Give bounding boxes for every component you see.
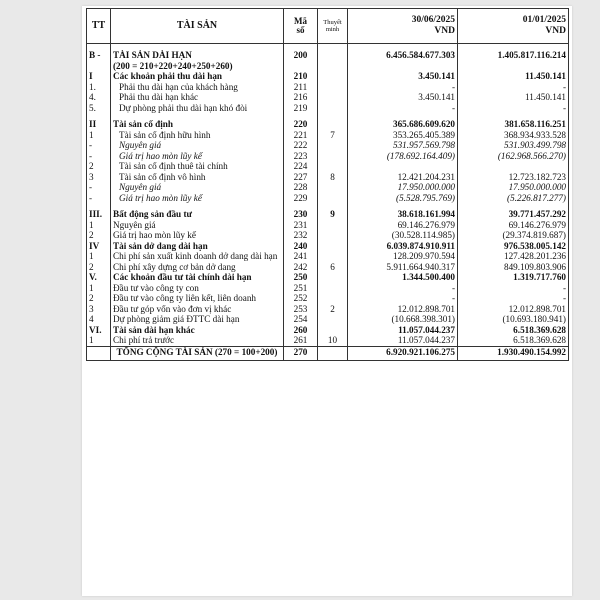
row-value-period-start: 17.950.000.000: [458, 182, 569, 193]
row-index: 1.: [87, 82, 111, 93]
row-item-name: Chi phí xây dựng cơ bản dở dang: [111, 262, 284, 273]
table-row: [87, 293, 569, 304]
row-index: 5.: [87, 103, 111, 114]
balance-sheet-table: [86, 8, 569, 361]
row-item-name: Giá trị hao mòn lũy kế: [111, 151, 284, 162]
row-note: [318, 293, 348, 304]
header-code-line2: số: [296, 25, 305, 35]
row-note: 2: [318, 304, 348, 315]
row-note: [318, 220, 348, 231]
header-asset-name: TÀI SẢN: [111, 9, 284, 44]
header-period-end-unit: VND: [434, 26, 455, 36]
row-item-name: (200 = 210+220+240+250+260): [111, 61, 284, 72]
row-value-period-end: -: [348, 82, 458, 93]
row-index: 2: [87, 161, 111, 172]
row-item-name: Các khoản đầu tư tài chính dài hạn: [111, 272, 284, 283]
header-code-line1: Mã: [294, 15, 307, 26]
row-code: 224: [284, 161, 318, 172]
row-index: 1: [87, 220, 111, 231]
row-value-period-end: [348, 161, 458, 172]
table-row: [87, 182, 569, 193]
row-note: 8: [318, 172, 348, 183]
row-value-period-end: 6.039.874.910.911: [348, 241, 458, 252]
table-row: [87, 61, 569, 72]
row-index: V.: [87, 272, 111, 283]
table-row: [87, 325, 569, 336]
header-period-start: [458, 9, 569, 44]
row-code: 221: [284, 130, 318, 141]
row-value-period-start: 11.450.141: [458, 71, 569, 82]
row-note: [318, 346, 348, 360]
table-row: [87, 193, 569, 204]
row-value-period-start: -: [458, 103, 569, 114]
row-code: 228: [284, 182, 318, 193]
row-index: -: [87, 140, 111, 151]
row-index: 3: [87, 304, 111, 315]
table-row: [87, 220, 569, 231]
row-item-name: Bất động sản đầu tư: [111, 209, 284, 220]
row-value-period-end: (10.668.398.301): [348, 314, 458, 325]
row-value-period-end: 1.344.500.400: [348, 272, 458, 283]
row-item-name: TÀI SẢN DÀI HẠN: [111, 50, 284, 61]
row-code: 253: [284, 304, 318, 315]
row-item-name: Chi phí trả trước: [111, 335, 284, 346]
table-row: [87, 283, 569, 294]
row-item-name: Đầu tư góp vốn vào đơn vị khác: [111, 304, 284, 315]
row-index: [87, 61, 111, 72]
row-code: 210: [284, 71, 318, 82]
row-index: 2: [87, 230, 111, 241]
row-item-name: Nguyên giá: [111, 140, 284, 151]
row-value-period-end: -: [348, 103, 458, 114]
table-row: [87, 103, 569, 114]
table-row: [87, 272, 569, 283]
row-index: 4.: [87, 92, 111, 103]
row-value-period-start: 6.518.369.628: [458, 335, 569, 346]
row-code: 219: [284, 103, 318, 114]
table-row: [87, 304, 569, 315]
row-value-period-end: 365.686.609.620: [348, 119, 458, 130]
row-note: [318, 119, 348, 130]
row-note: 6: [318, 262, 348, 273]
row-item-name: Tài sản cố định hữu hình: [111, 130, 284, 141]
row-value-period-start: 976.538.005.142: [458, 241, 569, 252]
row-value-period-start: -: [458, 293, 569, 304]
row-item-name: Phải thu dài hạn của khách hàng: [111, 82, 284, 93]
row-code: 241: [284, 251, 318, 262]
row-code: 220: [284, 119, 318, 130]
row-note: 9: [318, 209, 348, 220]
table-row: [87, 151, 569, 162]
row-note: [318, 325, 348, 336]
header-note: Thuyết minh: [318, 9, 348, 44]
row-value-period-start: 12.723.182.723: [458, 172, 569, 183]
row-value-period-start: [458, 61, 569, 72]
row-value-period-start: 127.428.201.236: [458, 251, 569, 262]
row-note: [318, 71, 348, 82]
row-value-period-start: [458, 161, 569, 172]
table-row: [87, 50, 569, 61]
row-index: 3: [87, 172, 111, 183]
header-period-start-unit: VND: [545, 26, 566, 36]
row-item-name: Nguyên giá: [111, 182, 284, 193]
row-item-name: Tài sản cố định thuê tài chính: [111, 161, 284, 172]
row-item-name: Các khoản phải thu dài hạn: [111, 71, 284, 82]
row-note: [318, 314, 348, 325]
table-row: [87, 335, 569, 346]
row-code: [284, 61, 318, 72]
row-value-period-end: 3.450.141: [348, 92, 458, 103]
table-row: [87, 172, 569, 183]
row-code: 222: [284, 140, 318, 151]
row-note: [318, 272, 348, 283]
row-note: [318, 151, 348, 162]
row-code: 270: [284, 346, 318, 360]
row-index: B -: [87, 50, 111, 61]
row-index: 1: [87, 130, 111, 141]
row-value-period-end: (30.528.114.985): [348, 230, 458, 241]
row-value-period-end: 69.146.276.979: [348, 220, 458, 231]
row-note: 10: [318, 335, 348, 346]
row-code: 250: [284, 272, 318, 283]
table-row: [87, 92, 569, 103]
row-code: 230: [284, 209, 318, 220]
row-code: 231: [284, 220, 318, 231]
row-value-period-end: 6.920.921.106.275: [348, 346, 458, 360]
row-item-name: Giá trị hao mòn lũy kế: [111, 193, 284, 204]
row-value-period-start: 531.903.499.798: [458, 140, 569, 151]
row-value-period-start: 1.930.490.154.992: [458, 346, 569, 360]
row-item-name: Đầu tư vào công ty con: [111, 283, 284, 294]
row-item-name: Giá trị hao mòn lũy kế: [111, 230, 284, 241]
row-index: 1: [87, 251, 111, 262]
row-item-name: Tài sản cố định vô hình: [111, 172, 284, 183]
table-row: [87, 314, 569, 325]
table-row: [87, 262, 569, 273]
row-value-period-start: 39.771.457.292: [458, 209, 569, 220]
row-note: [318, 230, 348, 241]
row-value-period-end: 11.057.044.237: [348, 335, 458, 346]
row-index: 4: [87, 314, 111, 325]
row-code: 227: [284, 172, 318, 183]
row-code: 223: [284, 151, 318, 162]
row-index: II: [87, 119, 111, 130]
row-code: 200: [284, 50, 318, 61]
row-item-name: Tài sản dở dang dài hạn: [111, 241, 284, 252]
row-code: 260: [284, 325, 318, 336]
row-value-period-end: 11.057.044.237: [348, 325, 458, 336]
row-note: [318, 251, 348, 262]
row-index: [87, 346, 111, 360]
row-value-period-end: 17.950.000.000: [348, 182, 458, 193]
table-row: [87, 241, 569, 252]
row-value-period-start: 11.450.141: [458, 92, 569, 103]
row-note: [318, 103, 348, 114]
row-note: [318, 92, 348, 103]
row-value-period-end: 531.957.569.798: [348, 140, 458, 151]
table-row: [87, 82, 569, 93]
header-period-end: [348, 9, 458, 44]
row-value-period-start: -: [458, 82, 569, 93]
row-index: III.: [87, 209, 111, 220]
row-value-period-start: 69.146.276.979: [458, 220, 569, 231]
row-value-period-start: 1.405.817.116.214: [458, 50, 569, 61]
header-period-start-date: 01/01/2025: [522, 15, 566, 26]
row-index: IV: [87, 241, 111, 252]
row-code: 240: [284, 241, 318, 252]
row-value-period-start: -: [458, 283, 569, 294]
table-row: [87, 130, 569, 141]
document-page: [82, 6, 572, 596]
row-item-name: Đầu tư vào công ty liên kết, liên doanh: [111, 293, 284, 304]
row-code: 229: [284, 193, 318, 204]
row-value-period-start: (29.374.819.687): [458, 230, 569, 241]
row-value-period-start: (5.226.817.277): [458, 193, 569, 204]
row-code: 254: [284, 314, 318, 325]
row-note: [318, 182, 348, 193]
row-value-period-end: 5.911.664.940.317: [348, 262, 458, 273]
row-note: [318, 50, 348, 61]
row-value-period-start: (10.693.180.941): [458, 314, 569, 325]
row-note: [318, 82, 348, 93]
table-row: [87, 119, 569, 130]
table-row: [87, 209, 569, 220]
row-value-period-end: 38.618.161.994: [348, 209, 458, 220]
row-code: 251: [284, 283, 318, 294]
row-value-period-end: -: [348, 293, 458, 304]
row-value-period-start: 849.109.803.906: [458, 262, 569, 273]
row-index: 2: [87, 262, 111, 273]
header-period-end-date: 30/06/2025: [411, 15, 455, 26]
row-note: [318, 140, 348, 151]
row-value-period-start: 6.518.369.628: [458, 325, 569, 336]
row-note: [318, 283, 348, 294]
row-code: 261: [284, 335, 318, 346]
header-tt: TT: [87, 9, 111, 44]
row-item-name: Nguyên giá: [111, 220, 284, 231]
row-code: 252: [284, 293, 318, 304]
row-item-name: TỔNG CỘNG TÀI SẢN (270 = 100+200): [111, 346, 284, 360]
row-value-period-start: 381.658.116.251: [458, 119, 569, 130]
row-item-name: Tài sản dài hạn khác: [111, 325, 284, 336]
row-value-period-end: 12.012.898.701: [348, 304, 458, 315]
row-value-period-start: 368.934.933.528: [458, 130, 569, 141]
row-item-name: Dự phòng phải thu dài hạn khó đòi: [111, 103, 284, 114]
row-code: 232: [284, 230, 318, 241]
row-value-period-end: [348, 61, 458, 72]
table-body: [87, 44, 569, 361]
row-value-period-end: 3.450.141: [348, 71, 458, 82]
row-index: VI.: [87, 325, 111, 336]
table-row: [87, 230, 569, 241]
row-value-period-end: (178.692.164.409): [348, 151, 458, 162]
table-row: [87, 71, 569, 82]
row-index: I: [87, 71, 111, 82]
row-index: -: [87, 193, 111, 204]
row-item-name: Tài sản cố định: [111, 119, 284, 130]
row-value-period-end: 6.456.584.677.303: [348, 50, 458, 61]
row-note: [318, 193, 348, 204]
row-note: [318, 241, 348, 252]
row-value-period-start: 12.012.898.701: [458, 304, 569, 315]
row-value-period-start: (162.968.566.270): [458, 151, 569, 162]
row-code: 242: [284, 262, 318, 273]
total-row: [87, 346, 569, 360]
table-row: [87, 161, 569, 172]
row-index: -: [87, 151, 111, 162]
row-note: [318, 161, 348, 172]
row-code: 216: [284, 92, 318, 103]
row-note: 7: [318, 130, 348, 141]
row-value-period-end: (5.528.795.769): [348, 193, 458, 204]
table-header-row: [87, 9, 569, 44]
row-code: 211: [284, 82, 318, 93]
row-value-period-end: 353.265.405.389: [348, 130, 458, 141]
row-note: [318, 61, 348, 72]
row-item-name: Dự phòng giảm giá ĐTTC dài hạn: [111, 314, 284, 325]
table-row: [87, 140, 569, 151]
row-value-period-end: 128.209.970.594: [348, 251, 458, 262]
row-value-period-end: 12.421.204.231: [348, 172, 458, 183]
row-item-name: Phải thu dài hạn khác: [111, 92, 284, 103]
row-index: 2: [87, 293, 111, 304]
row-index: -: [87, 182, 111, 193]
row-item-name: Chi phí sản xuất kinh doanh dở dang dài hạn: [111, 251, 284, 262]
table-row: [87, 251, 569, 262]
row-value-period-start: 1.319.717.760: [458, 272, 569, 283]
row-value-period-end: -: [348, 283, 458, 294]
header-code: [284, 9, 318, 44]
row-index: 1: [87, 283, 111, 294]
row-index: 1: [87, 335, 111, 346]
